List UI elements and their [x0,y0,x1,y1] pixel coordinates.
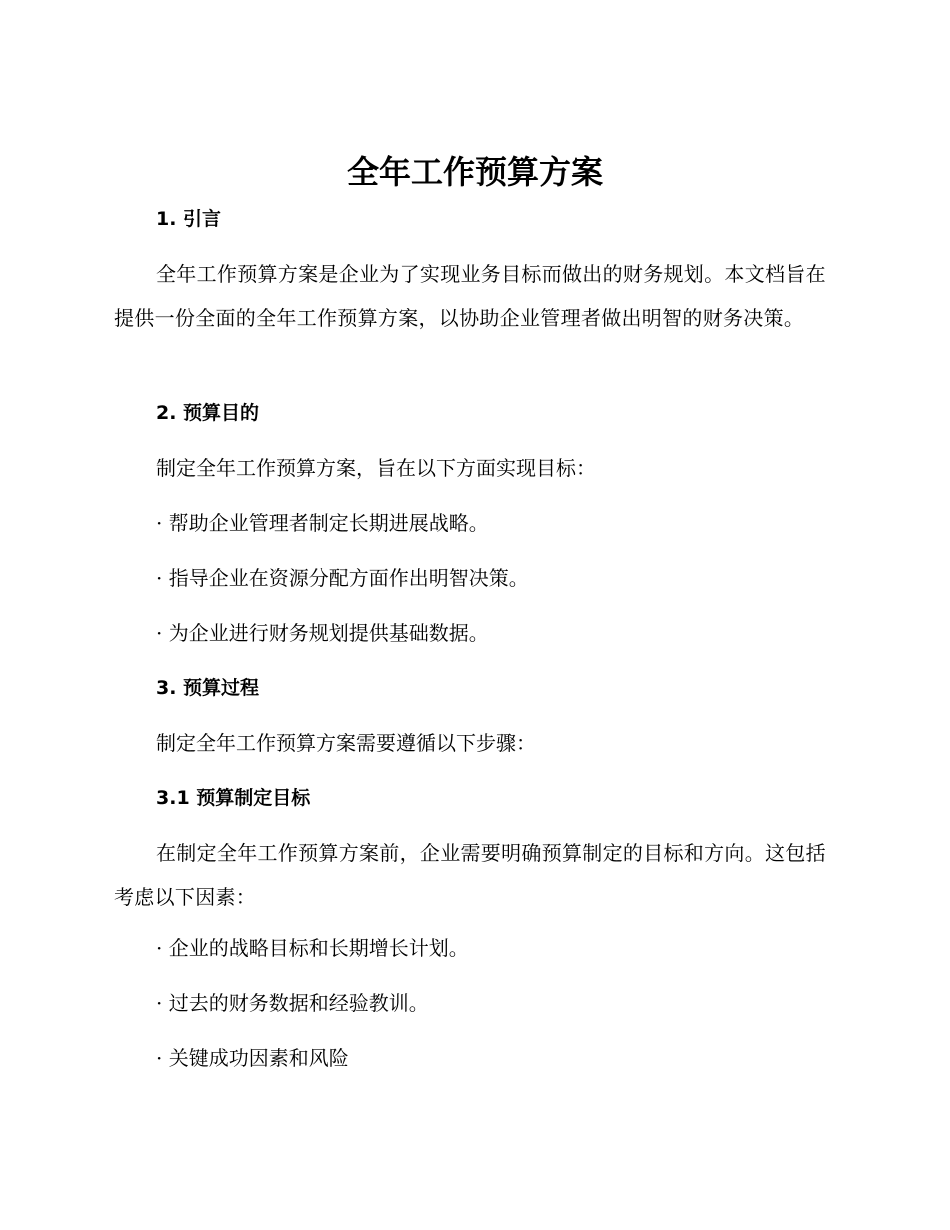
purpose-lead-text: 制定全年工作预算方案，旨在以下方面实现目标： [156,456,596,480]
section-heading-purpose: 2. 预算目的 [156,402,260,424]
purpose-bullet-1: · 帮助企业管理者制定长期进展战略。 [156,511,489,535]
goals-bullet-1: · 企业的战略目标和长期增长计划。 [156,936,469,960]
section-heading-process: 3. 预算过程 [156,677,260,699]
section-heading-intro: 1. 引言 [156,208,222,230]
subsection-heading-goals: 3.1 预算制定目标 [156,787,311,809]
process-lead-text: 制定全年工作预算方案需要遵循以下步骤： [156,731,536,755]
document-title: 全年工作预算方案 [346,153,603,191]
purpose-bullet-3: · 为企业进行财务规划提供基础数据。 [156,621,489,645]
intro-paragraph: 全年工作预算方案是企业为了实现业务目标而做出的财务规划。本文档旨在提供一份全面的全年工作预算方案，以协助企业管理者做出明智的财务决策。 [114,262,826,330]
purpose-bullet-2: · 指导企业在资源分配方面作出明智决策。 [156,566,529,590]
goals-paragraph: 在制定全年工作预算方案前，企业需要明确预算制定的目标和方向。这包括考虑以下因素： [114,841,826,909]
goals-bullet-2: · 过去的财务数据和经验教训。 [156,991,429,1015]
goals-bullet-3: · 关键成功因素和风险 [156,1046,349,1070]
